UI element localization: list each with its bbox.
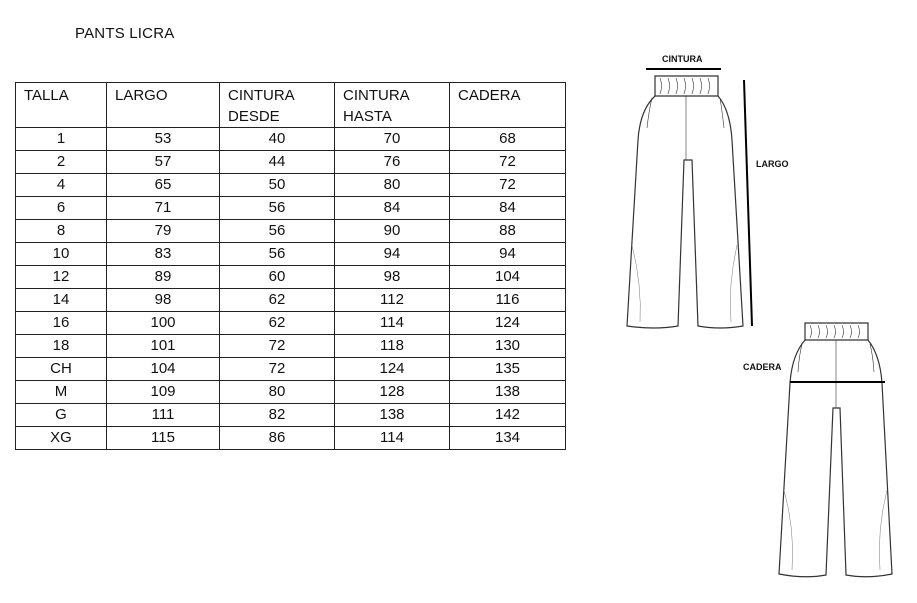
table-cell: 124 bbox=[335, 358, 450, 381]
page-title: PANTS LICRA bbox=[75, 25, 175, 42]
pants-front-illustration bbox=[627, 76, 743, 328]
table-cell: 14 bbox=[16, 289, 107, 312]
table-cell: 40 bbox=[220, 128, 335, 151]
table-cell: 62 bbox=[220, 312, 335, 335]
label-cadera: CADERA bbox=[743, 362, 782, 372]
header-talla: TALLA bbox=[16, 83, 107, 128]
table-cell: 114 bbox=[335, 312, 450, 335]
table-cell: 101 bbox=[107, 335, 220, 358]
table-cell: 86 bbox=[220, 427, 335, 450]
table-cell: 80 bbox=[220, 381, 335, 404]
table-cell: 134 bbox=[450, 427, 566, 450]
table-cell: G bbox=[16, 404, 107, 427]
table-cell: 100 bbox=[107, 312, 220, 335]
table-cell: 62 bbox=[220, 289, 335, 312]
table-cell: 2 bbox=[16, 151, 107, 174]
table-cell: 57 bbox=[107, 151, 220, 174]
table-cell: 130 bbox=[450, 335, 566, 358]
table-cell: 80 bbox=[335, 174, 450, 197]
table-cell: 83 bbox=[107, 243, 220, 266]
table-cell: 124 bbox=[450, 312, 566, 335]
table-cell: 70 bbox=[335, 128, 450, 151]
length-measure-line bbox=[744, 80, 752, 326]
table-cell: 72 bbox=[450, 151, 566, 174]
pants-back-illustration bbox=[779, 323, 892, 577]
table-cell: 71 bbox=[107, 197, 220, 220]
table-cell: 94 bbox=[450, 243, 566, 266]
table-cell: 90 bbox=[335, 220, 450, 243]
table-cell: 138 bbox=[450, 381, 566, 404]
table-cell: 89 bbox=[107, 266, 220, 289]
table-cell: XG bbox=[16, 427, 107, 450]
table-cell: 18 bbox=[16, 335, 107, 358]
table-cell: 142 bbox=[450, 404, 566, 427]
table-cell: 111 bbox=[107, 404, 220, 427]
header-cintura-hasta: CINTURA HASTA bbox=[335, 83, 450, 128]
table-cell: 44 bbox=[220, 151, 335, 174]
table-cell: 115 bbox=[107, 427, 220, 450]
table-cell: 50 bbox=[220, 174, 335, 197]
table-cell: 10 bbox=[16, 243, 107, 266]
table-cell: 112 bbox=[335, 289, 450, 312]
table-cell: 53 bbox=[107, 128, 220, 151]
header-cadera: CADERA bbox=[450, 83, 566, 128]
table-cell: 104 bbox=[450, 266, 566, 289]
table-cell: 98 bbox=[335, 266, 450, 289]
table-cell: 104 bbox=[107, 358, 220, 381]
table-cell: 8 bbox=[16, 220, 107, 243]
table-cell: CH bbox=[16, 358, 107, 381]
table-cell: 138 bbox=[335, 404, 450, 427]
header-largo: LARGO bbox=[107, 83, 220, 128]
table-cell: 16 bbox=[16, 312, 107, 335]
table-cell: 94 bbox=[335, 243, 450, 266]
table-cell: 12 bbox=[16, 266, 107, 289]
table-cell: 60 bbox=[220, 266, 335, 289]
table-cell: 56 bbox=[220, 243, 335, 266]
table-cell: 116 bbox=[450, 289, 566, 312]
table-cell: 6 bbox=[16, 197, 107, 220]
table-cell: 114 bbox=[335, 427, 450, 450]
table-cell: 84 bbox=[450, 197, 566, 220]
table-cell: 65 bbox=[107, 174, 220, 197]
table-cell: 72 bbox=[450, 174, 566, 197]
label-largo: LARGO bbox=[756, 159, 789, 169]
table-cell: 56 bbox=[220, 197, 335, 220]
table-cell: M bbox=[16, 381, 107, 404]
table-cell: 4 bbox=[16, 174, 107, 197]
label-cintura: CINTURA bbox=[662, 54, 703, 64]
table-cell: 79 bbox=[107, 220, 220, 243]
table-cell: 84 bbox=[335, 197, 450, 220]
table-cell: 72 bbox=[220, 358, 335, 381]
table-cell: 109 bbox=[107, 381, 220, 404]
table-cell: 76 bbox=[335, 151, 450, 174]
table-cell: 1 bbox=[16, 128, 107, 151]
table-cell: 82 bbox=[220, 404, 335, 427]
table-cell: 135 bbox=[450, 358, 566, 381]
table-cell: 128 bbox=[335, 381, 450, 404]
table-cell: 68 bbox=[450, 128, 566, 151]
table-cell: 72 bbox=[220, 335, 335, 358]
table-cell: 88 bbox=[450, 220, 566, 243]
table-cell: 56 bbox=[220, 220, 335, 243]
table-cell: 98 bbox=[107, 289, 220, 312]
table-cell: 118 bbox=[335, 335, 450, 358]
header-cintura-desde: CINTURA DESDE bbox=[220, 83, 335, 128]
